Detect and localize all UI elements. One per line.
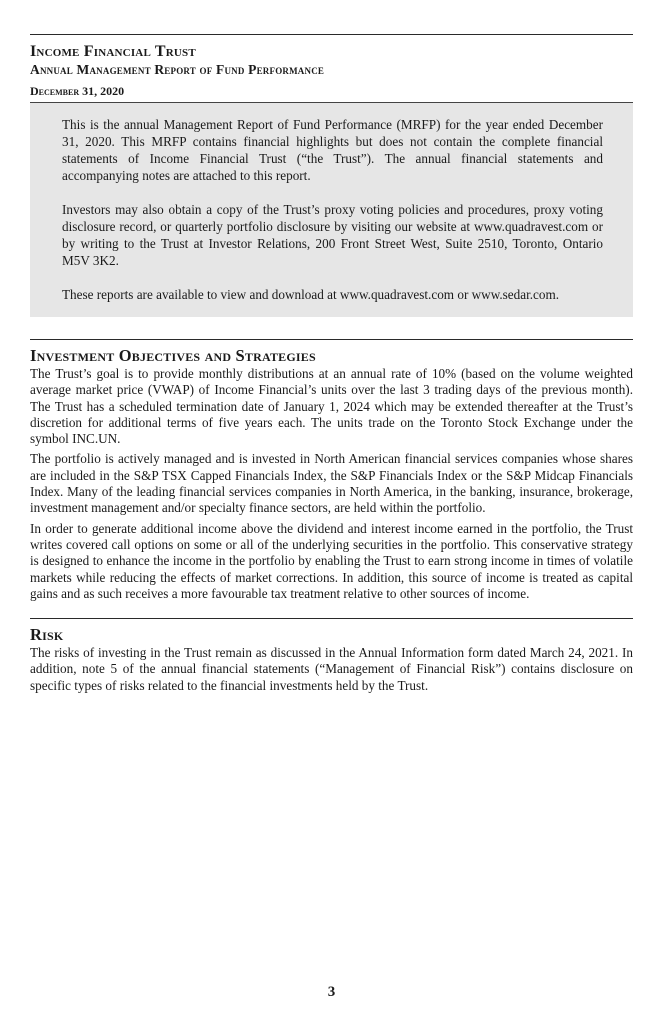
section-body [30,366,633,602]
intro-paragraph: Investors may also obtain a copy of the Trust’s proxy voting policies and procedures, proxy voting disclosure record, or quarterly portfolio disclosure by visiting our website at www.quadravest.com or by writing to the Trust at Investor Relations, 200 Front Street West, Suite 2510, Toronto, Ontario M5V 3K2. [62,202,603,268]
top-rule [30,34,633,35]
section-title: Investment Objectives and Strategies [30,346,316,365]
report-header [30,42,633,99]
trust-name: Income Financial Trust [30,43,196,60]
page-number: 3 [327,984,336,1000]
investment-objectives-section [30,346,633,602]
intro-paragraph: This is the annual Management Report of Fund Performance (MRFP) for the year ended December 31, 2020. This MRFP contains financial highlights but does not contain the complete financial statements of Income Financial Trust (“the Trust”). The annual financial statements and accompanying notes are attached to this report. [62,117,603,183]
intro-paragraph: These reports are available to view and download at www.quadravest.com or www.sedar.com. [62,287,560,302]
section-rule [30,618,633,619]
intro-box [30,103,633,317]
report-title: Annual Management Report of Fund Performance [30,62,325,77]
body-paragraph: The risks of investing in the Trust remain as discussed in the Annual Information form dated March 24, 2021. In addition, note 5 of the annual financial statements (“Management of Financial Risk”) contains disclosure on specific types of risks related to the financial investments held by the Trust. [30,645,633,693]
body-paragraph: In order to generate additional income above the dividend and interest income earned in the portfolio, the Trust writes covered call options on some or all of the underlying securities in the portfolio. This conservative strategy is designed to enhance the income in the portfolio by enabling the Trust to earn strong income in times of volatile markets while reducing the effects of market corrections. In addition, this source of income is treated as capital gains and as such receives a more favourable tax treatment relative to other sources of income. [30,520,633,601]
report-page [30,34,633,698]
section-body [30,645,633,694]
section-rule [30,339,633,340]
body-paragraph: The Trust’s goal is to provide monthly distributions at an annual rate of 10% (based on the volume weighted average market price (VWAP) of Income Financial’s units over the last 3 trading days of the previous month). The Trust has a scheduled termination date of January 1, 2024 which may be extended thereafter at the Trust’s discretion for additional terms of five years each. The units trade on the Toronto Stock Exchange under the symbol INC.UN. [30,366,633,447]
section-title: Risk [30,625,64,645]
risk-section [30,625,633,694]
report-date: December 31, 2020 [30,84,125,98]
body-paragraph: The portfolio is actively managed and is invested in North American financial services companies whose shares are included in the S&P TSX Capped Financials Index, the S&P Financials Index or the S&P Midcap Financials Index. Many of the leading financial services companies in North America, in the banking, insurance, brokerage, investment management and/or specialty finance sectors, are held within the portfolio. [30,451,633,516]
